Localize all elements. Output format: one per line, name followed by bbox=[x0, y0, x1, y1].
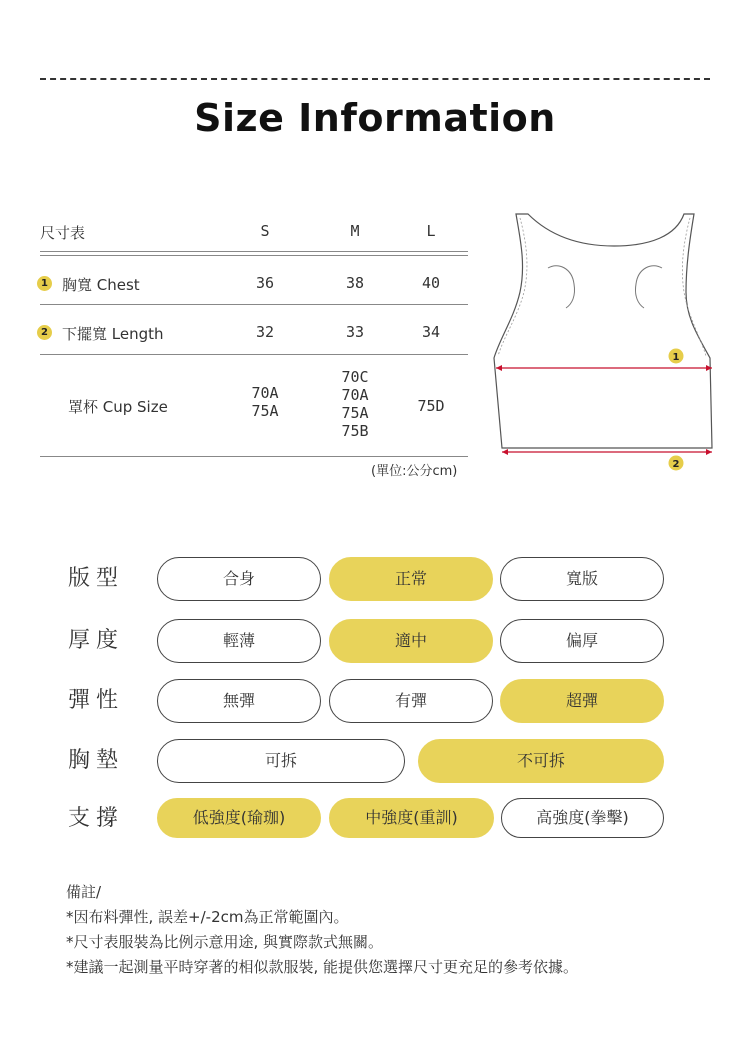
marker-2-label: 2 bbox=[672, 459, 680, 470]
notes-section bbox=[66, 880, 578, 980]
attribute-option[interactable]: 偏厚 bbox=[500, 619, 664, 663]
row-label-chest: 胸寬 Chest bbox=[62, 276, 140, 294]
note-line: *建議一起測量平時穿著的相似款服裝, 能提供您選擇尺寸更充足的參考依據。 bbox=[66, 958, 579, 976]
marker-1-badge: 1 bbox=[37, 276, 52, 291]
arrow-right-icon bbox=[706, 449, 712, 455]
note-line: *因布料彈性, 誤差+/-2cm為正常範圍內。 bbox=[66, 908, 349, 926]
length-m: 33 bbox=[345, 323, 365, 341]
attribute-option[interactable]: 合身 bbox=[157, 557, 321, 601]
attribute-option-selected[interactable]: 適中 bbox=[329, 619, 493, 663]
cup-m-2: 70A bbox=[341, 386, 369, 404]
attribute-option[interactable]: 有彈 bbox=[329, 679, 493, 723]
size-table-title: 尺寸表 bbox=[40, 224, 86, 242]
attribute-option-selected[interactable]: 中強度(重訓) bbox=[329, 798, 494, 838]
sports-bra-illustration bbox=[490, 208, 720, 478]
length-s: 32 bbox=[255, 323, 275, 341]
attribute-label: 厚度 bbox=[68, 628, 125, 653]
attribute-option[interactable]: 輕薄 bbox=[157, 619, 321, 663]
attribute-option[interactable]: 可拆 bbox=[157, 739, 405, 783]
table-divider bbox=[40, 255, 468, 256]
row-label-length: 下擺寬 Length bbox=[62, 325, 164, 343]
length-l: 34 bbox=[421, 323, 441, 341]
attribute-label: 版型 bbox=[68, 566, 125, 591]
note-line: *尺寸表服裝為比例示意用途, 與實際款式無關。 bbox=[66, 933, 384, 951]
cup-s-1: 70A bbox=[251, 384, 279, 402]
cup-m-1: 70C bbox=[341, 368, 369, 386]
cup-m-3: 75A bbox=[341, 404, 369, 422]
attribute-label: 支撐 bbox=[68, 806, 125, 831]
header-m: M bbox=[350, 222, 360, 240]
header-l: L bbox=[426, 222, 436, 240]
attribute-option-selected[interactable]: 超彈 bbox=[500, 679, 664, 723]
garment-outline bbox=[494, 214, 712, 448]
attribute-label: 彈性 bbox=[68, 688, 125, 713]
attribute-option[interactable]: 無彈 bbox=[157, 679, 321, 723]
marker-2-badge: 2 bbox=[37, 325, 52, 340]
unit-note: (單位:公分cm) bbox=[371, 464, 458, 479]
attribute-option-selected[interactable]: 不可拆 bbox=[418, 739, 664, 783]
row-label-cup: 罩杯 Cup Size bbox=[68, 398, 168, 416]
table-divider bbox=[40, 304, 468, 305]
attribute-option-selected[interactable]: 正常 bbox=[329, 557, 493, 601]
notes-heading: 備註/ bbox=[66, 883, 102, 901]
cup-m-4: 75B bbox=[341, 422, 369, 440]
top-dashed-divider bbox=[40, 78, 710, 80]
marker-1-label: 1 bbox=[672, 352, 680, 363]
table-divider bbox=[40, 354, 468, 355]
arrow-left-icon bbox=[502, 449, 508, 455]
page-title: Size Information bbox=[194, 96, 556, 140]
cup-l: 75D bbox=[417, 397, 445, 415]
table-divider bbox=[40, 456, 468, 457]
header-s: S bbox=[260, 222, 270, 240]
chest-s: 36 bbox=[255, 274, 275, 292]
attribute-option[interactable]: 寬版 bbox=[500, 557, 664, 601]
cup-s-2: 75A bbox=[251, 402, 279, 420]
attribute-option-selected[interactable]: 低強度(瑜珈) bbox=[157, 798, 321, 838]
chest-m: 38 bbox=[345, 274, 365, 292]
attribute-option[interactable]: 高強度(拳擊) bbox=[501, 798, 664, 838]
attribute-label: 胸墊 bbox=[68, 748, 125, 773]
table-divider bbox=[40, 251, 468, 252]
chest-l: 40 bbox=[421, 274, 441, 292]
